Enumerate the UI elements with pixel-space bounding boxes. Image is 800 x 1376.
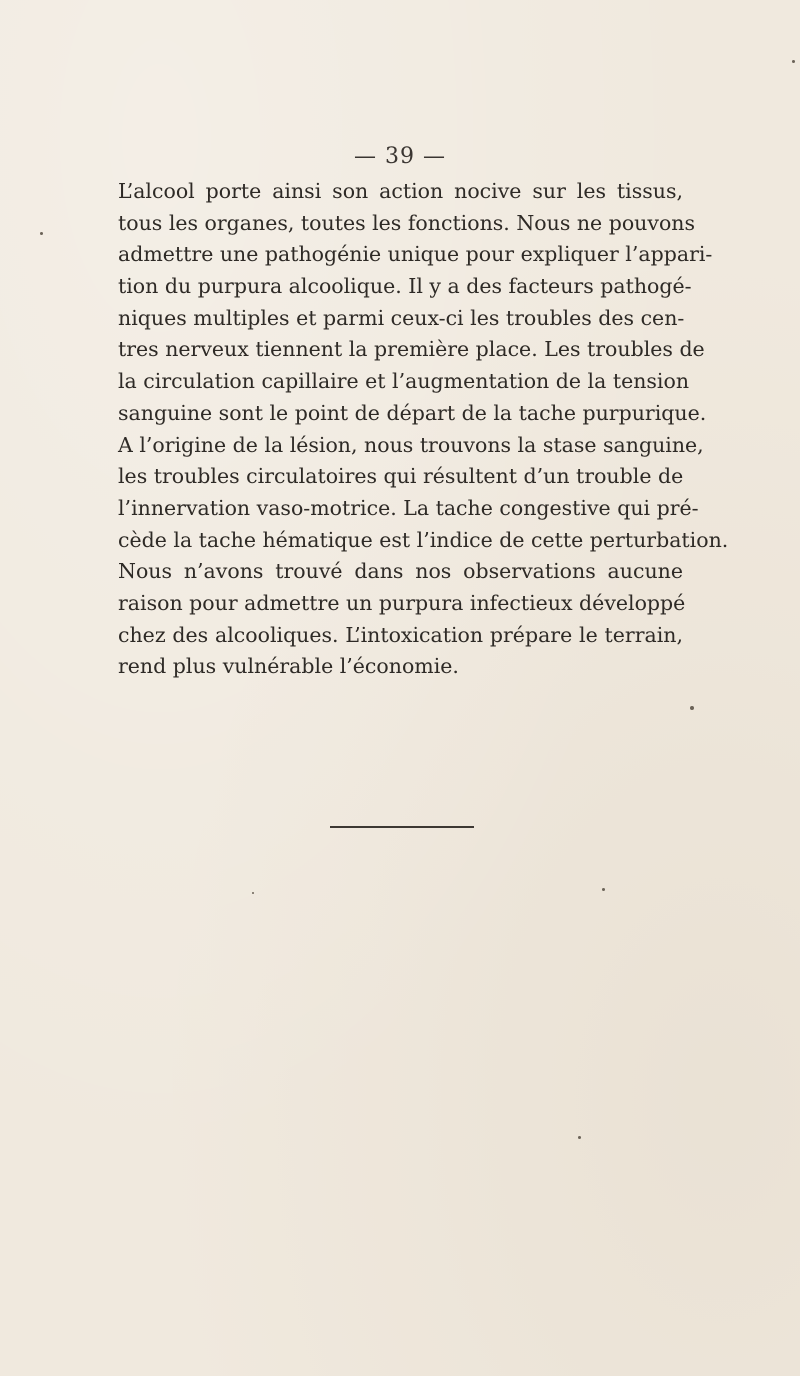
body-paragraph <box>118 176 729 683</box>
text-line: admettre une pathogénie unique pour expliquer l’appari- <box>118 242 713 267</box>
text-line: cède la tache hématique est l’indice de cette perturbation. <box>118 527 729 552</box>
text-line: tion du purpura alcoolique. Il y a des facteurs pathogé- <box>118 274 692 299</box>
text-line-last: rend plus vulnérable l’économie. <box>118 654 459 679</box>
paper-speck <box>40 232 43 235</box>
text-line: Nous n’avons trouvé dans nos observations aucune <box>118 559 683 584</box>
text-line: l’innervation vaso-motrice. La tache congestive qui pré- <box>118 495 699 520</box>
paper-speck <box>602 888 605 891</box>
text-line: L’alcool porte ainsi son action nocive sur les tissus, <box>118 179 683 203</box>
text-line: raison pour admettre un purpura infectieux développé <box>118 590 686 615</box>
text-line: tous les organes, toutes les fonctions. Nous ne pouvons <box>118 210 696 235</box>
paper-speck <box>792 60 795 63</box>
paper-speck <box>690 706 694 710</box>
paper-speck <box>252 892 254 894</box>
horizontal-rule <box>330 826 474 828</box>
text-line: la circulation capillaire et l’augmentation de la tension <box>118 369 690 394</box>
text-line: les troubles circulatoires qui résultent d’un trouble de <box>118 464 684 489</box>
page-number: — 39 — <box>354 144 446 169</box>
text-line: tres nerveux tiennent la première place. Les troubles de <box>118 337 705 362</box>
text-line: sanguine sont le point de départ de la tache purpurique. <box>118 400 707 425</box>
text-line: niques multiples et parmi ceux-ci les troubles des cen- <box>118 305 685 330</box>
text-line: A l’origine de la lésion, nous trouvons la stase sanguine, <box>118 432 704 457</box>
text-line: chez des alcooliques. L’intoxication prépare le terrain, <box>118 622 683 647</box>
paper-speck <box>578 1136 581 1139</box>
